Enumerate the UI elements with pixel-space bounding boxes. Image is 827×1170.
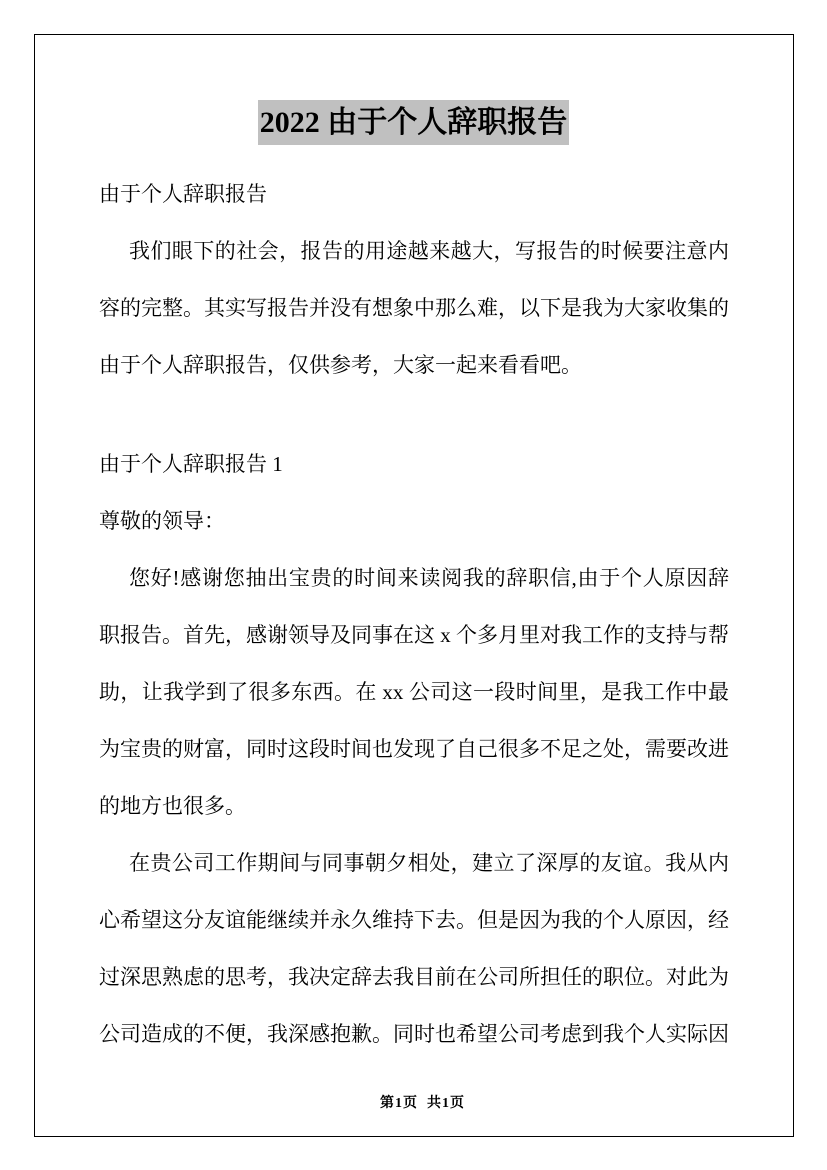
page-footer xyxy=(0,1076,827,1128)
empty-line xyxy=(99,394,729,436)
page-number: 第1页 共1页 xyxy=(380,1096,465,1111)
document-title: 2022 由于个人辞职报告 xyxy=(258,100,570,145)
paragraph-section-heading: 由于个人辞职报告 1 xyxy=(99,452,283,476)
paragraph-intro: 我们眼下的社会，报告的用途越来越大，写报告的时候要注意内容的完整。其实写报告并没有想象中那么难，以下是我为大家收集的由于个人辞职报告，仅供参考，大家一起来看看吧。 xyxy=(99,239,729,377)
title-row xyxy=(0,100,827,145)
paragraph-body-1: 您好!感谢您抽出宝贵的时间来读阅我的辞职信,由于个人原因辞职报告。首先，感谢领导及同事在这 x 个多月里对我工作的支持与帮助，让我学到了很多东西。在 xx 公司这一段时间里，是我工作中最为宝贵的财富，同时这段时间也发现了自己很多不足之处，需要改进的地方也很多。 xyxy=(99,566,729,818)
paragraph-subtitle: 由于个人辞职报告 xyxy=(99,182,267,206)
paragraph-body-2: 在贵公司工作期间与同事朝夕相处，建立了深厚的友谊。我从内心希望这分友谊能继续并永久维持下去。但是因为我的个人原因，经过深思熟虑的思考，我决定辞去我目前在公司所担任的职位。对此为公司造成的不便，我深感抱歉。同时也希望公司考虑到我个人实际因 xyxy=(99,851,729,1046)
document-body xyxy=(99,166,729,1064)
paragraph-salutation: 尊敬的领导： xyxy=(99,509,225,533)
